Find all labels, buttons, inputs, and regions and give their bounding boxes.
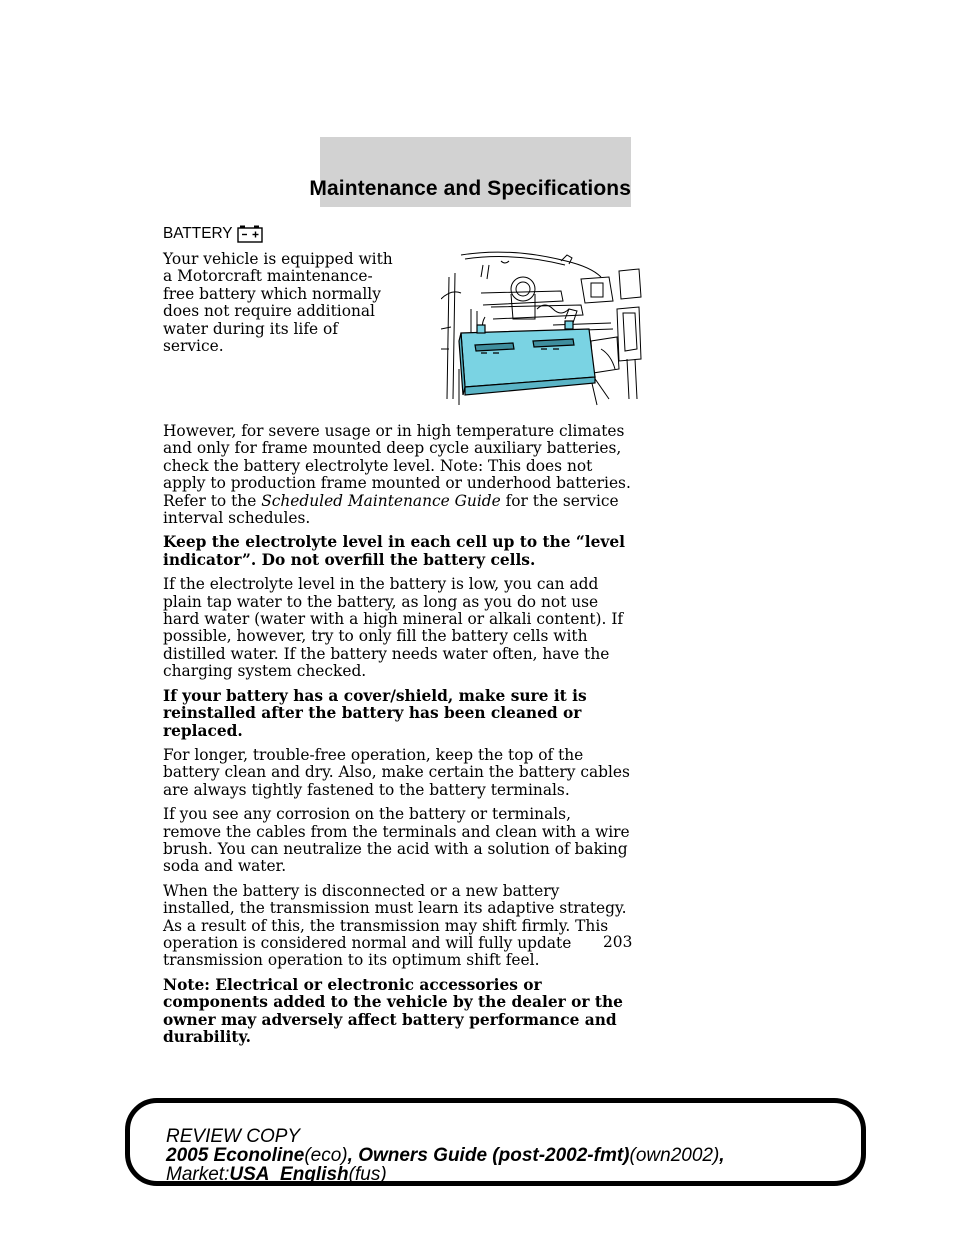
- battery-note-accessories: Note: Electrical or electronic accessories or components added to the vehicle by the dealer or the owner may adversely affect battery performance and durability.: [163, 975, 623, 1046]
- battery-intro: Your vehicle is equipped with a Motorcraft maintenance-free battery which normally does not require additional water during its life of service.: [163, 250, 393, 356]
- scheduled-maintenance-guide-ref: Scheduled Maintenance Guide: [261, 491, 501, 510]
- battery-heading-text: BATTERY: [163, 225, 233, 242]
- footer-guide: , Owners Guide (post-2002-fmt): [347, 1145, 630, 1166]
- p1-text-start: However, for severe usage or in high temperature climates and only for frame mounted deep cycle auxiliary batteries, check the battery electrolyte level. Note: This does not apply to production frame mounted or underhood batteries. Refer to the: [163, 422, 631, 510]
- review-copy-label: REVIEW COPY: [166, 1126, 301, 1147]
- page-number: 203: [603, 933, 633, 951]
- review-copy-line-3: [166, 1165, 725, 1184]
- battery-warning-electrolyte: Keep the electrolyte level in each cell up to the “level indicator”. Do not overfill the battery cells.: [163, 533, 625, 569]
- section-title: Maintenance and Specifications: [309, 177, 631, 200]
- p1-text-end: for the service interval schedules.: [163, 491, 619, 528]
- battery-paragraph-transmission: When the battery is disconnected or a new battery installed, the transmission must learn its adaptive strategy. As a result of this, the transmission may shift firmly. This operation is considered normal and will fully update transmission operation to its optimum shift feel.: [163, 881, 627, 970]
- footer-market: USA_English: [229, 1164, 349, 1185]
- review-copy-line-2: [166, 1146, 725, 1165]
- footer-guide-code: (own2002): [629, 1145, 720, 1166]
- footer-market-code: (fus): [348, 1164, 387, 1185]
- battery-heading: [163, 224, 633, 244]
- battery-icon: [237, 225, 263, 243]
- footer-vehicle: 2005 Econoline: [166, 1145, 305, 1166]
- section-header-band: [309, 137, 631, 207]
- footer-vehicle-code: (eco): [304, 1145, 348, 1166]
- battery-warning-cover: If your battery has a cover/shield, make sure it is reinstalled after the battery has been cleaned or replaced.: [163, 686, 587, 740]
- footer-market-label: Market:: [166, 1164, 230, 1185]
- engine-battery-illustration: [441, 249, 646, 409]
- footer-comma: ,: [719, 1145, 725, 1166]
- battery-paragraph-water: If the electrolyte level in the battery is low, you can add plain tap water to the battery, as long as you do not use hard water (water with a high mineral or alkali content). If possible, however, try to only fill the battery cells with distilled water. If the battery needs water often, have the charging system checked.: [163, 575, 624, 681]
- review-copy-text: [166, 1127, 725, 1184]
- battery-paragraph-clean: For longer, trouble-free operation, keep the top of the battery clean and dry. Also, make certain the battery cables are always tightly fastened to the battery terminals.: [163, 745, 630, 799]
- page-content: [163, 224, 633, 1053]
- battery-paragraph-1: [163, 423, 633, 527]
- battery-paragraph-corrosion: If you see any corrosion on the battery or terminals, remove the cables from the terminals and clean with a wire brush. You can neutralize the acid with a solution of baking soda and water.: [163, 805, 630, 876]
